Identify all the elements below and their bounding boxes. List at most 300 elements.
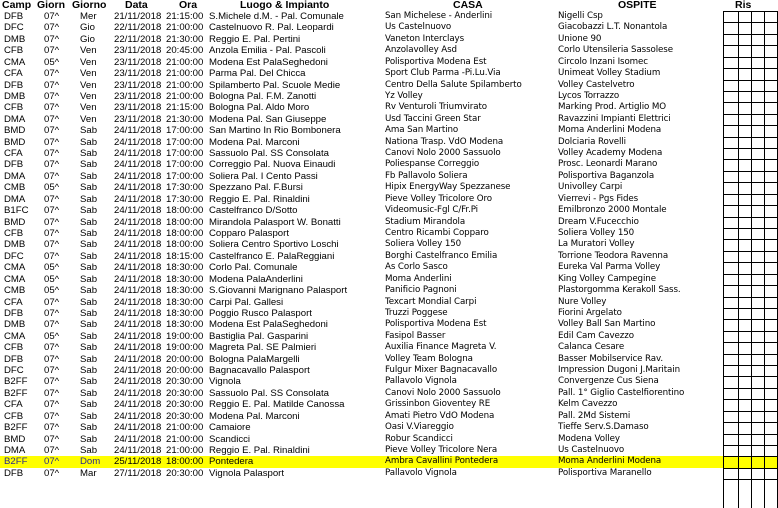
- cell-luogo: Sassuolo Pal. SS Consolata: [209, 387, 329, 399]
- cell-ora: 21:00:00: [166, 444, 204, 456]
- cell-ospite: Pall. 1° Giglio Castelfiorentino: [558, 387, 685, 398]
- cell-ospite: Soliera Volley 150: [558, 227, 635, 238]
- cell-giorn: 05^: [44, 285, 60, 297]
- cell-giorn: 07^: [44, 227, 60, 239]
- cell-giorno: Sab: [80, 125, 98, 137]
- cell-luogo: Correggio Pal. Nuova Einaudi: [209, 159, 336, 171]
- cell-ospite: Convergenze Cus Siena: [558, 376, 659, 387]
- cell-ora: 18:00:00: [166, 239, 204, 251]
- match-row: [0, 159, 778, 170]
- cell-giorno: Sab: [80, 170, 98, 182]
- cell-ospite: Torrione Teodora Ravenna: [558, 250, 669, 261]
- cell-giorno: Sab: [80, 296, 98, 308]
- cell-ora: 17:30:00: [166, 193, 204, 205]
- match-row: [0, 11, 778, 22]
- cell-giorn: 07^: [44, 410, 60, 422]
- cell-casa: Auxilia Finance Magreta V.: [385, 342, 497, 353]
- cell-data: 24/11/2018: [114, 422, 162, 434]
- cell-data: 24/11/2018: [114, 182, 162, 194]
- cell-luogo: Modena Pal. San Giuseppe: [209, 113, 327, 125]
- cell-data: 23/11/2018: [114, 102, 162, 114]
- cell-ora: 21:00:00: [166, 433, 204, 445]
- header-ospite: OSPITE: [618, 0, 657, 11]
- cell-camp: DMB: [4, 319, 26, 331]
- cell-camp: DMA: [4, 444, 26, 456]
- cell-casa: Truzzi Poggese: [385, 307, 448, 318]
- cell-camp: DMB: [4, 239, 26, 251]
- cell-luogo: Soliera Centro Sportivo Loschi: [209, 239, 339, 251]
- cell-giorno: Ven: [80, 102, 97, 114]
- cell-ora: 21:00:00: [166, 68, 204, 80]
- cell-giorn: 07^: [44, 353, 60, 365]
- match-row: [0, 365, 778, 376]
- grid-hline: [723, 354, 778, 355]
- cell-giorno: Sab: [80, 444, 98, 456]
- cell-casa: Polisportiva Modena Est: [385, 319, 487, 330]
- cell-ora: 21:00:00: [166, 79, 204, 91]
- cell-casa: Nationa Trasp. VdO Modena: [385, 136, 504, 147]
- cell-casa: Videomusic-Fgl C/Fr.Pi: [385, 205, 478, 216]
- cell-data: 24/11/2018: [114, 136, 162, 148]
- cell-giorno: Mar: [80, 467, 97, 479]
- cell-ospite: Volley Academy Modena: [558, 148, 663, 159]
- cell-giorno: Sab: [80, 205, 98, 217]
- cell-luogo: Mirandola Palasport W. Bonatti: [209, 216, 341, 228]
- grid-hline: [723, 68, 778, 69]
- cell-casa: Canovi Nolo 2000 Sassuolo: [385, 148, 501, 159]
- cell-ospite: Modena Volley: [558, 433, 620, 444]
- cell-luogo: Scandicci: [209, 433, 251, 445]
- cell-ospite: Us Castelnuovo: [558, 444, 625, 455]
- match-row: [0, 217, 778, 228]
- match-row: [0, 228, 778, 239]
- cell-giorno: Sab: [80, 250, 98, 262]
- cell-ora: 17:30:00: [166, 182, 204, 194]
- cell-giorn: 07^: [44, 90, 60, 102]
- cell-ora: 21:15:00: [166, 11, 204, 22]
- cell-data: 24/11/2018: [114, 296, 162, 308]
- cell-ora: 18:00:00: [166, 227, 204, 239]
- cell-ospite: Ravazzini Impianti Elettrici: [558, 113, 671, 124]
- cell-giorn: 07^: [44, 250, 60, 262]
- cell-ospite: Pall. 2Md Sistemi: [558, 410, 631, 421]
- cell-giorno: Gio: [80, 33, 95, 45]
- cell-luogo: Poggio Rusco Palasport: [209, 307, 312, 319]
- cell-luogo: Sassuolo Pal. SS Consolata: [209, 148, 329, 160]
- header-data: Data: [125, 0, 148, 11]
- cell-luogo: Modena Est PalaSeghedoni: [209, 319, 328, 331]
- cell-giorno: Gio: [80, 22, 95, 34]
- cell-luogo: Modena PalaAnderlini: [209, 273, 303, 285]
- cell-data: 24/11/2018: [114, 193, 162, 205]
- cell-camp: CFA: [4, 399, 23, 411]
- match-row: [0, 125, 778, 136]
- cell-camp: B2FF: [4, 456, 28, 468]
- cell-data: 24/11/2018: [114, 433, 162, 445]
- cell-casa: Panificio Pagnoni: [385, 285, 457, 296]
- cell-giorn: 07^: [44, 296, 60, 308]
- cell-giorn: 07^: [44, 422, 60, 434]
- cell-casa: Usd Taccini Green Star: [385, 113, 481, 124]
- cell-giorno: Sab: [80, 193, 98, 205]
- cell-ora: 18:30:00: [166, 296, 204, 308]
- cell-giorno: Sab: [80, 410, 98, 422]
- cell-ora: 17:00:00: [166, 125, 204, 137]
- cell-camp: B2FF: [4, 376, 28, 388]
- cell-luogo: Castelnuovo R. Pal. Leopardi: [209, 22, 334, 34]
- cell-giorno: Ven: [80, 56, 97, 68]
- cell-ospite: Impression Dugoni J.Maritain: [558, 365, 680, 376]
- grid-hline: [723, 34, 778, 35]
- cell-data: 24/11/2018: [114, 353, 162, 365]
- cell-data: 24/11/2018: [114, 205, 162, 217]
- cell-ora: 18:00:00: [166, 456, 204, 468]
- cell-giorno: Sab: [80, 285, 98, 297]
- grid-hline: [723, 445, 778, 446]
- match-row: [0, 205, 778, 216]
- cell-luogo: Bologna Pal. F.M. Zanotti: [209, 90, 317, 102]
- cell-ospite: Volley Castelvetro: [558, 79, 635, 90]
- cell-giorn: 07^: [44, 433, 60, 445]
- cell-casa: Volley Team Bologna: [385, 353, 473, 364]
- match-row: [0, 468, 778, 479]
- match-row: [0, 388, 778, 399]
- cell-camp: CMA: [4, 56, 26, 68]
- cell-camp: DFB: [4, 79, 24, 91]
- cell-camp: CFB: [4, 227, 24, 239]
- header-ris: Ris: [735, 0, 752, 11]
- match-row: [0, 194, 778, 205]
- grid-hline: [723, 399, 778, 400]
- cell-data: 24/11/2018: [114, 170, 162, 182]
- cell-casa: Robur Scandicci: [385, 433, 453, 444]
- cell-data: 24/11/2018: [114, 250, 162, 262]
- cell-giorn: 05^: [44, 182, 60, 194]
- grid-hline: [723, 102, 778, 103]
- match-row: [0, 319, 778, 330]
- cell-camp: B1FC: [4, 205, 29, 217]
- grid-hline: [723, 148, 778, 149]
- cell-casa: Pallavolo Vignola: [385, 467, 457, 478]
- match-row: [0, 114, 778, 125]
- cell-ospite: Emilbronzo 2000 Montale: [558, 205, 667, 216]
- cell-camp: CFB: [4, 45, 24, 57]
- cell-giorno: Sab: [80, 387, 98, 399]
- match-row: [0, 148, 778, 159]
- cell-luogo: Castelfranco D/Sotto: [209, 205, 298, 217]
- grid-hline: [723, 182, 778, 183]
- cell-giorno: Sab: [80, 422, 98, 434]
- cell-giorno: Ven: [80, 68, 97, 80]
- cell-casa: Ama San Martino: [385, 125, 459, 136]
- cell-ospite: Eureka Val Parma Volley: [558, 262, 661, 273]
- cell-giorn: 05^: [44, 330, 60, 342]
- cell-camp: CFA: [4, 148, 23, 160]
- cell-giorno: Sab: [80, 136, 98, 148]
- cell-ospite: La Muratori Volley: [558, 239, 635, 250]
- cell-giorno: Sab: [80, 159, 98, 171]
- cell-camp: DFB: [4, 11, 24, 22]
- match-row: [0, 297, 778, 308]
- cell-ospite: Moma Anderlini Modena: [558, 456, 662, 467]
- cell-ora: 18:15:00: [166, 250, 204, 262]
- cell-camp: CMA: [4, 273, 26, 285]
- cell-camp: CMA: [4, 262, 26, 274]
- cell-camp: CFA: [4, 68, 23, 80]
- cell-casa: Pieve Volley Tricolore Nera: [385, 444, 498, 455]
- grid-hline: [723, 422, 778, 423]
- cell-ospite: Polisportiva Baganzola: [558, 170, 655, 181]
- cell-ora: 18:30:00: [166, 285, 204, 297]
- cell-ospite: Kelm Cavezzo: [558, 399, 618, 410]
- cell-camp: DMA: [4, 193, 26, 205]
- cell-casa: Fb Pallavolo Soliera: [385, 170, 468, 181]
- cell-camp: CMB: [4, 182, 26, 194]
- cell-luogo: Camaiore: [209, 422, 251, 434]
- cell-ora: 17:00:00: [166, 148, 204, 160]
- match-row: [0, 57, 778, 68]
- cell-giorn: 07^: [44, 239, 60, 251]
- cell-giorn: 07^: [44, 467, 60, 479]
- cell-giorno: Sab: [80, 342, 98, 354]
- match-row: [0, 68, 778, 79]
- cell-data: 24/11/2018: [114, 239, 162, 251]
- match-row: [0, 399, 778, 410]
- cell-ospite: Moma Anderlini Modena: [558, 125, 662, 136]
- grid-hline: [723, 376, 778, 377]
- cell-casa: Canovi Nolo 2000 Sassuolo: [385, 387, 501, 398]
- cell-camp: DFC: [4, 250, 24, 262]
- results-grid: [723, 11, 778, 508]
- cell-giorno: Sab: [80, 365, 98, 377]
- cell-camp: DFC: [4, 365, 24, 377]
- grid-hline: [723, 22, 778, 23]
- cell-ora: 21:00:00: [166, 56, 204, 68]
- cell-luogo: Anzola Emilia - Pal. Pascoli: [209, 45, 326, 57]
- cell-luogo: S.Michele d.M. - Pal. Comunale: [209, 11, 344, 22]
- match-row: [0, 331, 778, 342]
- grid-hline: [723, 297, 778, 298]
- cell-casa: Pieve Volley Tricolore Oro: [385, 193, 492, 204]
- cell-ora: 21:00:00: [166, 422, 204, 434]
- cell-casa: Soliera Volley 150: [385, 239, 462, 250]
- cell-giorno: Sab: [80, 239, 98, 251]
- cell-casa: Vaneton Interclays: [385, 33, 465, 44]
- cell-ora: 20:30:00: [166, 376, 204, 388]
- cell-ora: 19:00:00: [166, 330, 204, 342]
- cell-ora: 20:30:00: [166, 410, 204, 422]
- cell-ospite: Lycos Torrazzo: [558, 90, 620, 101]
- cell-luogo: Reggio E. Pal. Rinaldini: [209, 193, 310, 205]
- cell-data: 24/11/2018: [114, 365, 162, 377]
- cell-giorno: Ven: [80, 90, 97, 102]
- cell-data: 27/11/2018: [114, 467, 162, 479]
- grid-hline: [723, 45, 778, 46]
- cell-camp: BMD: [4, 136, 26, 148]
- cell-data: 24/11/2018: [114, 319, 162, 331]
- cell-ospite: Corlo Utensileria Sassolese: [558, 45, 673, 56]
- cell-ora: 18:00:00: [166, 205, 204, 217]
- cell-data: 24/11/2018: [114, 444, 162, 456]
- cell-data: 24/11/2018: [114, 399, 162, 411]
- cell-giorn: 07^: [44, 456, 60, 468]
- cell-data: 24/11/2018: [114, 227, 162, 239]
- grid-hline: [723, 251, 778, 252]
- header-luogo: Luogo & Impianto: [240, 0, 330, 11]
- cell-casa: Sport Club Parma -Pi.Lu.Via: [385, 68, 501, 79]
- cell-data: 24/11/2018: [114, 216, 162, 228]
- cell-casa: Poliespanse Correggio: [385, 159, 480, 170]
- cell-giorn: 07^: [44, 148, 60, 160]
- cell-ospite: King Volley Campegine: [558, 273, 656, 284]
- cell-giorn: 07^: [44, 45, 60, 57]
- grid-hline: [723, 411, 778, 412]
- cell-giorno: Sab: [80, 330, 98, 342]
- grid-hline: [723, 205, 778, 206]
- cell-giorno: Ven: [80, 113, 97, 125]
- cell-giorn: 07^: [44, 11, 60, 22]
- match-row: [0, 182, 778, 193]
- grid-hline: [723, 239, 778, 240]
- grid-hline: [723, 57, 778, 58]
- cell-ospite: Circolo Inzani Isomec: [558, 56, 648, 67]
- cell-luogo: Reggio E. Pal. Pertini: [209, 33, 301, 45]
- cell-luogo: Soliera Pal. I Cento Passi: [209, 170, 318, 182]
- cell-giorn: 07^: [44, 159, 60, 171]
- cell-ora: 17:00:00: [166, 159, 204, 171]
- match-row: [0, 102, 778, 113]
- cell-casa: Us Castelnuovo: [385, 22, 452, 33]
- cell-ora: 20:30:00: [166, 387, 204, 399]
- header-giorno: Giorno: [72, 0, 107, 11]
- cell-ora: 20:00:00: [166, 353, 204, 365]
- cell-data: 24/11/2018: [114, 387, 162, 399]
- cell-camp: DFB: [4, 353, 24, 365]
- cell-ospite: Vierrevi - Pgs Fides: [558, 193, 639, 204]
- cell-ospite: Nure Volley: [558, 296, 607, 307]
- cell-casa: Stadium Mirandola: [385, 216, 466, 227]
- grid-hline: [723, 171, 778, 172]
- cell-camp: BMD: [4, 433, 26, 445]
- cell-ora: 21:30:00: [166, 113, 204, 125]
- cell-data: 22/11/2018: [114, 22, 162, 34]
- cell-giorn: 07^: [44, 102, 60, 114]
- cell-luogo: Castelfranco E. PalaReggiani: [209, 250, 335, 262]
- grid-hline: [723, 468, 778, 469]
- cell-giorno: Sab: [80, 307, 98, 319]
- cell-ospite: Calanca Cesare: [558, 342, 625, 353]
- cell-giorn: 07^: [44, 376, 60, 388]
- cell-ospite: Tieffe Serv.S.Damaso: [558, 422, 649, 433]
- cell-casa: Oasi V.Viareggio: [385, 422, 454, 433]
- cell-luogo: Modena Pal. Marconi: [209, 136, 300, 148]
- cell-data: 24/11/2018: [114, 342, 162, 354]
- cell-data: 23/11/2018: [114, 68, 162, 80]
- cell-giorn: 07^: [44, 205, 60, 217]
- cell-giorn: 07^: [44, 22, 60, 34]
- match-row: [0, 34, 778, 45]
- cell-luogo: Reggio E. Pal. Matilde Canossa: [209, 399, 345, 411]
- cell-data: 23/11/2018: [114, 90, 162, 102]
- cell-giorno: Sab: [80, 399, 98, 411]
- grid-hline: [723, 80, 778, 81]
- cell-giorno: Sab: [80, 376, 98, 388]
- grid-hline: [723, 319, 778, 320]
- cell-luogo: Corlo Pal. Comunale: [209, 262, 298, 274]
- cell-giorn: 07^: [44, 216, 60, 228]
- grid-hline: [723, 331, 778, 332]
- cell-giorno: Dom: [80, 456, 101, 468]
- cell-camp: DFB: [4, 159, 24, 171]
- cell-ora: 21:00:00: [166, 22, 204, 34]
- cell-giorn: 07^: [44, 307, 60, 319]
- cell-ospite: Unione 90: [558, 33, 602, 44]
- cell-ora: 19:00:00: [166, 342, 204, 354]
- cell-luogo: Pontedera: [209, 456, 254, 468]
- cell-giorno: Sab: [80, 273, 98, 285]
- cell-ora: 17:00:00: [166, 136, 204, 148]
- grid-hline: [723, 159, 778, 160]
- grid-hline: [723, 285, 778, 286]
- cell-giorn: 07^: [44, 444, 60, 456]
- cell-data: 24/11/2018: [114, 148, 162, 160]
- cell-casa: Amati Pietro VdO Modena: [385, 410, 495, 421]
- match-row-highlighted: [0, 456, 778, 467]
- cell-luogo: Spezzano Pal. F.Bursi: [209, 182, 303, 194]
- cell-luogo: Modena Est PalaSeghedoni: [209, 56, 328, 68]
- cell-camp: DMA: [4, 113, 26, 125]
- cell-giorno: Sab: [80, 433, 98, 445]
- cell-camp: DFC: [4, 22, 24, 34]
- grid-hline: [723, 274, 778, 275]
- cell-casa: Pallavolo Vignola: [385, 376, 457, 387]
- cell-luogo: Vignola Palasport: [209, 467, 285, 479]
- cell-ospite: Giacobazzi L.T. Nonantola: [558, 22, 668, 33]
- match-row: [0, 354, 778, 365]
- cell-casa: Borghi Castelfranco Emilia: [385, 250, 498, 261]
- cell-ora: 18:00:00: [166, 216, 204, 228]
- match-row: [0, 376, 778, 387]
- cell-ospite: Dream V.Fucecchio: [558, 216, 639, 227]
- cell-ospite: Prosc. Leonardi Marano: [558, 159, 658, 170]
- cell-luogo: Spilamberto Pal. Scuole Medie: [209, 79, 341, 91]
- cell-giorn: 07^: [44, 365, 60, 377]
- cell-ospite: Basser Mobilservice Rav.: [558, 353, 664, 364]
- cell-giorn: 07^: [44, 113, 60, 125]
- grid-hline: [723, 342, 778, 343]
- cell-ora: 18:30:00: [166, 273, 204, 285]
- cell-giorn: 07^: [44, 387, 60, 399]
- match-row: [0, 422, 778, 433]
- cell-ospite: Volley Ball San Martino: [558, 319, 656, 330]
- cell-giorn: 07^: [44, 79, 60, 91]
- cell-casa: As Corlo Sasco: [385, 262, 448, 273]
- match-row: [0, 45, 778, 56]
- cell-luogo: Vignola: [209, 376, 241, 388]
- cell-giorno: Sab: [80, 319, 98, 331]
- cell-ora: 21:15:00: [166, 102, 204, 114]
- cell-giorno: Ven: [80, 45, 97, 57]
- cell-casa: Rv Venturoli Triumvirato: [385, 102, 488, 113]
- grid-hline: [723, 479, 778, 480]
- grid-hline: [723, 262, 778, 263]
- cell-camp: CMA: [4, 330, 26, 342]
- cell-luogo: Parma Pal. Del Chicca: [209, 68, 306, 80]
- cell-luogo: San Martino In Rio Bombonera: [209, 125, 341, 137]
- grid-hline: [723, 125, 778, 126]
- match-row: [0, 285, 778, 296]
- cell-data: 24/11/2018: [114, 410, 162, 422]
